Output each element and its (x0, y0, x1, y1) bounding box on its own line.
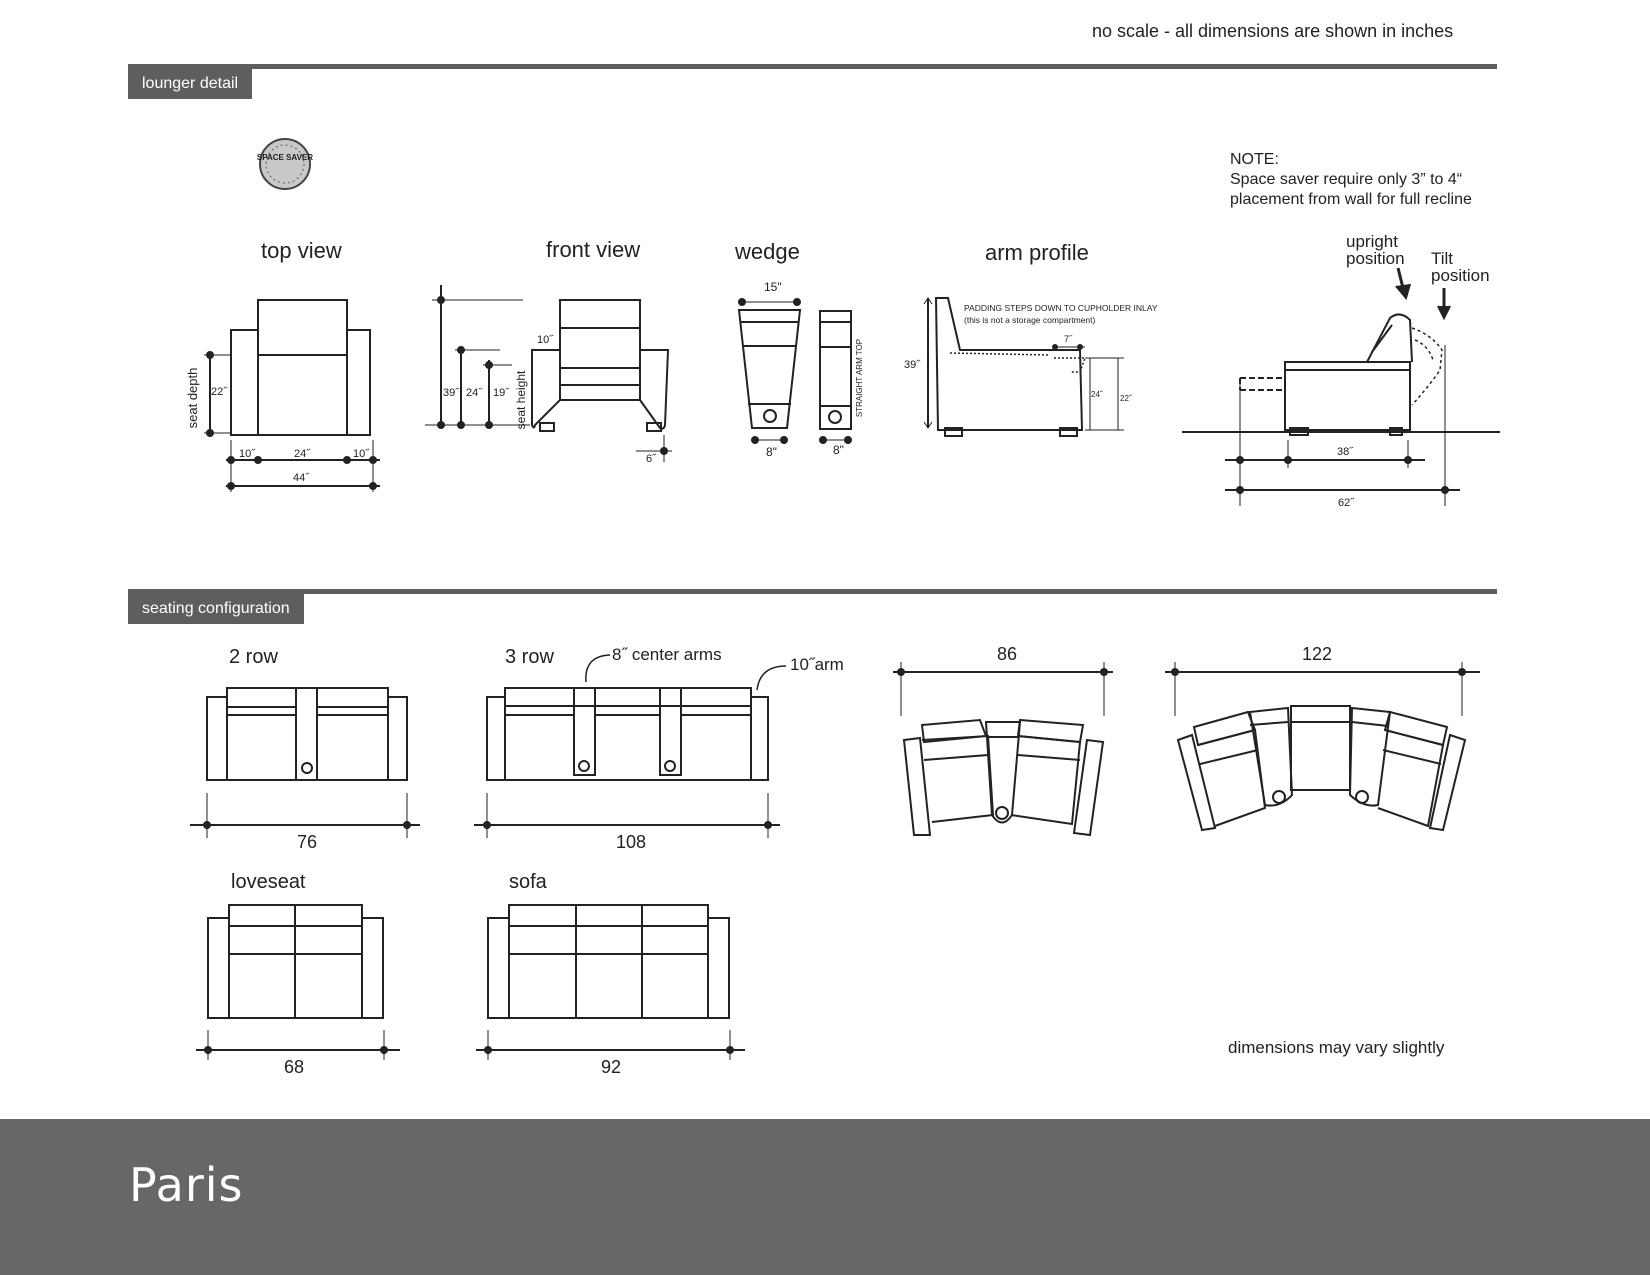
footer-band (0, 1119, 1650, 1275)
note-line-2: placement from wall for full recline (1230, 191, 1472, 208)
arm-h2: 22˝ (1120, 394, 1132, 403)
wedge-side-label: STRAIGHT ARM TOP (855, 338, 864, 418)
arm-cup: 7˝ (1064, 334, 1073, 344)
arm-note-2: (this is not a storage compartment) (964, 315, 1096, 325)
wedge-top: 15" (764, 280, 782, 294)
tilt-label-line2: position (1431, 266, 1490, 285)
wedge-side: 8" (833, 443, 844, 457)
space-saver-badge-icon (257, 139, 313, 189)
top-arm-right: 10˝ (353, 448, 369, 460)
arm-width-label: 10˝arm (790, 655, 844, 674)
front-leg: 6˝ (646, 453, 656, 465)
two-row-width: 76 (297, 832, 318, 852)
sofa-drawing (476, 905, 745, 1060)
upright-label-line1: upright (1346, 232, 1398, 251)
two-row-drawing (190, 688, 420, 838)
curve3-drawing (893, 662, 1113, 835)
note-line-1: Space saver require only 3” to 4“ (1230, 171, 1463, 188)
seat-depth-label: seat depth (185, 367, 200, 429)
arm-h1: 24˝ (1091, 390, 1103, 399)
sofa-width: 92 (601, 1057, 622, 1077)
badge-text: SPACE SAVER (256, 153, 314, 162)
top-seat-width: 24˝ (294, 448, 310, 460)
three-row-title: 3 row (505, 646, 554, 668)
disclaimer: dimensions may vary slightly (1228, 1038, 1445, 1057)
wedge-bottom: 8" (766, 445, 777, 459)
curve4-width: 122 (1302, 644, 1333, 664)
seat-depth-value: 22˝ (211, 386, 227, 398)
recline-seat: 38˝ (1337, 446, 1353, 458)
two-row-title: 2 row (229, 646, 278, 668)
three-row-drawing (474, 655, 786, 838)
wedge-drawing (739, 299, 851, 443)
tilt-label-line1: Tilt (1431, 249, 1454, 268)
three-row-width: 108 (616, 832, 647, 852)
seat-height-label: seat height (514, 370, 528, 430)
section-tab-lounger: lounger detail (128, 68, 252, 99)
loveseat-title: loveseat (231, 871, 306, 893)
top-view-title: top view (261, 238, 342, 263)
wedge-title: wedge (735, 239, 800, 264)
arm-note-1: PADDING STEPS DOWN TO CUPHOLDER INLAY (964, 303, 1158, 313)
curve4-drawing (1165, 662, 1480, 830)
curve3-width: 86 (997, 644, 1018, 664)
top-arm-left: 10˝ (239, 448, 255, 460)
sofa-title: sofa (509, 871, 547, 893)
front-arm-top: 10˝ (537, 334, 553, 346)
note-title: NOTE: (1230, 151, 1279, 168)
top-overall: 44˝ (293, 472, 309, 484)
front-h1: 39˝ (443, 387, 459, 399)
front-h3: 19˝ (493, 387, 509, 399)
front-view-drawing (425, 285, 672, 462)
arm-height: 39˝ (904, 359, 920, 371)
front-h2: 24˝ (466, 387, 482, 399)
arm-profile-title: arm profile (985, 240, 1089, 265)
top-view-drawing (204, 300, 380, 492)
recline-overall: 62˝ (1338, 497, 1354, 509)
scale-note: no scale - all dimensions are shown in inches (1092, 21, 1454, 41)
loveseat-width: 68 (284, 1057, 305, 1077)
loveseat-drawing (196, 905, 400, 1060)
upright-label-line2: position (1346, 249, 1405, 268)
center-arms-label: 8˝ center arms (612, 645, 722, 664)
section-tab-seating: seating configuration (128, 593, 304, 624)
brand-title: Paris (129, 1158, 244, 1212)
front-view-title: front view (546, 237, 641, 262)
recline-drawing (1182, 268, 1500, 506)
